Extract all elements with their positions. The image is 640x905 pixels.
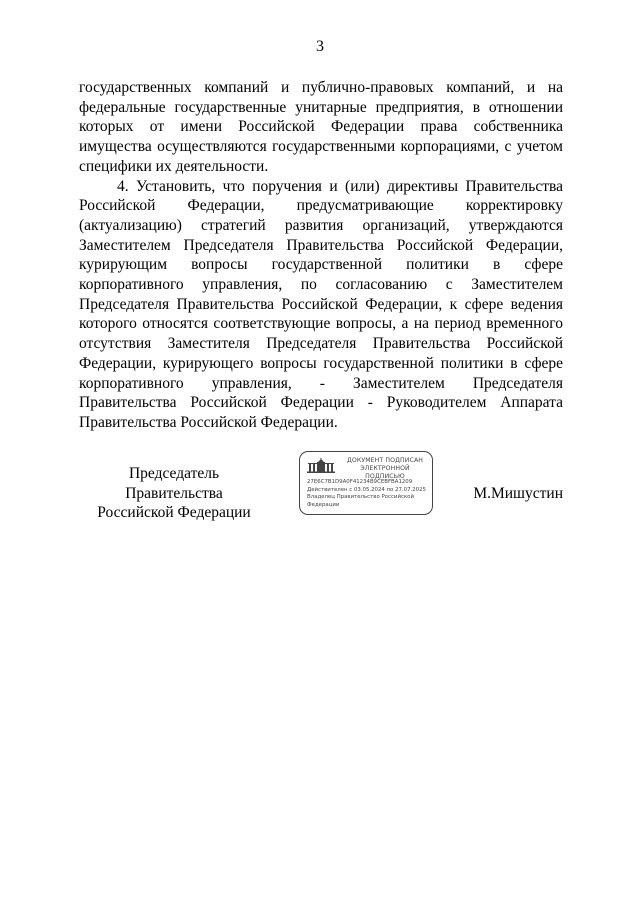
electronic-signature-stamp [299, 451, 433, 515]
signatory-name: М.Мишустин [473, 485, 563, 502]
stamp-owner-line1: Владелец Правительство Российской [307, 494, 414, 501]
government-building-emblem-icon [306, 458, 336, 474]
signatory-position [79, 464, 269, 523]
stamp-title-line1: ДОКУМЕНТ ПОДПИСАН [346, 457, 424, 464]
document-body [79, 78, 563, 433]
page-number: 3 [316, 38, 324, 55]
stamp-title-line2: ЭЛЕКТРОННОЙ ПОДПИСЬЮ [360, 465, 410, 480]
signatory-position-line2: Российской Федерации [97, 504, 251, 522]
stamp-certificate: 27E6C7B1D9A0F41234B9CEBFBA1209 [307, 479, 413, 485]
stamp-validity: Действителен с 03.05.2024 по 27.07.2025 [307, 486, 426, 493]
stamp-owner-line2: Федерации [307, 501, 340, 508]
paragraph-4: 4. Установить, что поручения и (или) директивы Правительства Российской Федерации, предусматривающие корректировку (актуализацию) стратегий развития организаций, утверждаются Заместителем Председателя Правительства Российской Федерации, курирующим вопросы государственной политики в сфере корпоративного управления, по согласованию с Заместителем Председателя Правительства Российской Федерации, к сфере ведения которого относятся соответствующие вопросы, а на период временного отсутствия Заместителя Председателя Правительства Российской Федерации, курирующего вопросы государственной политики в сфере корпоративного управления, - Заместителем Председателя Правительства Российской Федерации - Руководителем Аппарата Правительства Российской Федерации. [79, 177, 563, 431]
stamp-details [307, 479, 431, 509]
stamp-title [340, 457, 430, 481]
paragraph-continued: государственных компаний и публично-правовых компаний, и на федеральные государственные унитарные предприятия, в отношении которых от имени Российской Федерации права собственника имущества осуществляются государственными корпорациями, с учетом специфики их деятельности. [79, 79, 563, 175]
signatory-position-line1: Председатель Правительства [125, 465, 223, 502]
